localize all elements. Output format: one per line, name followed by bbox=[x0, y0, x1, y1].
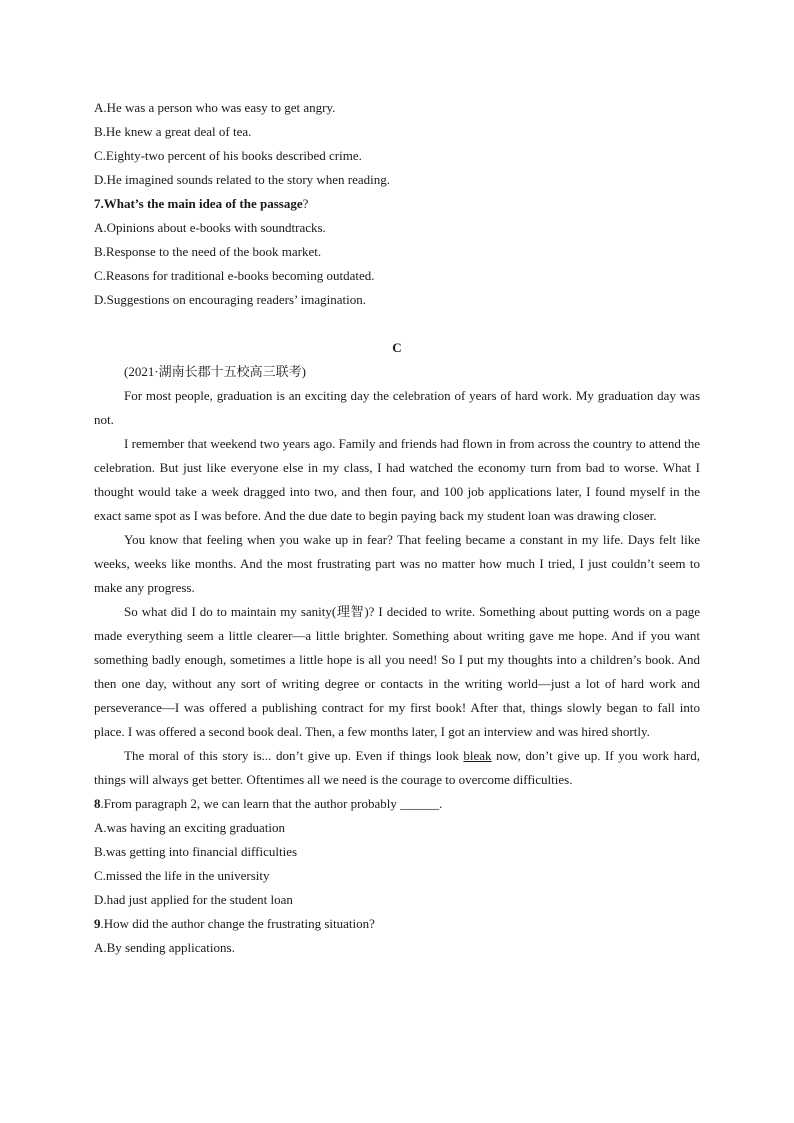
q8-option-b: B.was getting into financial difficulties bbox=[94, 844, 298, 859]
document-page bbox=[94, 96, 700, 960]
q8-option-c: C.missed the life in the university bbox=[94, 868, 270, 883]
q7-stem: .What’s the main idea of the passage bbox=[100, 196, 303, 211]
q8-option-d: D.had just applied for the student loan bbox=[94, 892, 293, 907]
q7-number: 7 bbox=[94, 196, 101, 211]
q9-number: 9 bbox=[94, 916, 101, 931]
q8-stem: .From paragraph 2, we can learn that the author probably ______. bbox=[100, 796, 443, 811]
q9-stem-line bbox=[94, 912, 700, 936]
passage-paragraph-5 bbox=[94, 744, 700, 792]
q9-stem: .How did the author change the frustrating situation? bbox=[100, 916, 375, 931]
q8-number: 8 bbox=[94, 796, 101, 811]
q6-option-c: C.Eighty-two percent of his books described crime. bbox=[94, 148, 362, 163]
section-letter: C bbox=[392, 340, 402, 355]
q6-option-a: A.He was a person who was easy to get angry. bbox=[94, 100, 336, 115]
p5-text-after: now, don’t give up. If you work hard, things will always get better. Oftentimes all we need is the courage to overcome difficulties. bbox=[94, 748, 701, 787]
q7-option-d: D.Suggestions on encouraging readers’ imagination. bbox=[94, 292, 366, 307]
underlined-word: bleak bbox=[463, 748, 492, 763]
question-6-options bbox=[94, 96, 700, 192]
q7-option-a: A.Opinions about e-books with soundtracks. bbox=[94, 220, 326, 235]
question-7 bbox=[94, 192, 700, 312]
q6-option-b: B.He knew a great deal of tea. bbox=[94, 124, 252, 139]
q7-option-b: B.Response to the need of the book market. bbox=[94, 244, 322, 259]
passage-source: (2021·湖南长郡十五校高三联考) bbox=[124, 364, 306, 379]
q6-option-d: D.He imagined sounds related to the story when reading. bbox=[94, 172, 391, 187]
question-9 bbox=[94, 912, 700, 960]
q8-option-a: A.was having an exciting graduation bbox=[94, 820, 285, 835]
question-8 bbox=[94, 792, 700, 912]
q9-option-a: A.By sending applications. bbox=[94, 940, 235, 955]
q7-mark: ? bbox=[302, 196, 309, 211]
q7-stem-line bbox=[94, 192, 700, 216]
passage-paragraph-4: So what did I do to maintain my sanity(理智)? I decided to write. Something about putting words on a page made everything seem a little clearer—a little brighter. Something about writing gave me hope. And if you want something badly enough, sometimes a little hope is all you need! So I put my thoughts into a children’s book. And then one day, without any sort of writing degree or contacts in the writing world—just a lot of hard work and perseverance—I was offered a publishing contract for my first book! After that, things slowly began to fall into place. I was offered a second book deal. Then, a few months later, I got an interview and was hired shortly. bbox=[94, 604, 700, 739]
passage-paragraph-2: I remember that weekend two years ago. Family and friends had flown in from across the country to attend the celebration. But just like everyone else in my class, I had watched the economy turn from bad to worse. What I thought would take a week dragged into two, and then four, and 100 job applications later, I found myself in the exact same spot as I was before. And the due date to begin paying back my student loan was drawing closer. bbox=[94, 436, 700, 523]
passage-paragraph-1: For most people, graduation is an exciting day the celebration of years of hard work. My graduation day was not. bbox=[94, 388, 700, 427]
passage bbox=[94, 384, 700, 792]
passage-paragraph-3: You know that feeling when you wake up in fear? That feeling became a constant in my life. Days felt like weeks, weeks like months. And the most frustrating part was no matter how much I tried, I just couldn’t seem to make any progress. bbox=[94, 532, 700, 595]
q7-option-c: C.Reasons for traditional e-books becoming outdated. bbox=[94, 268, 375, 283]
q8-stem-line bbox=[94, 792, 700, 816]
p5-text-before: The moral of this story is... don’t give up. Even if things look bbox=[124, 748, 464, 763]
